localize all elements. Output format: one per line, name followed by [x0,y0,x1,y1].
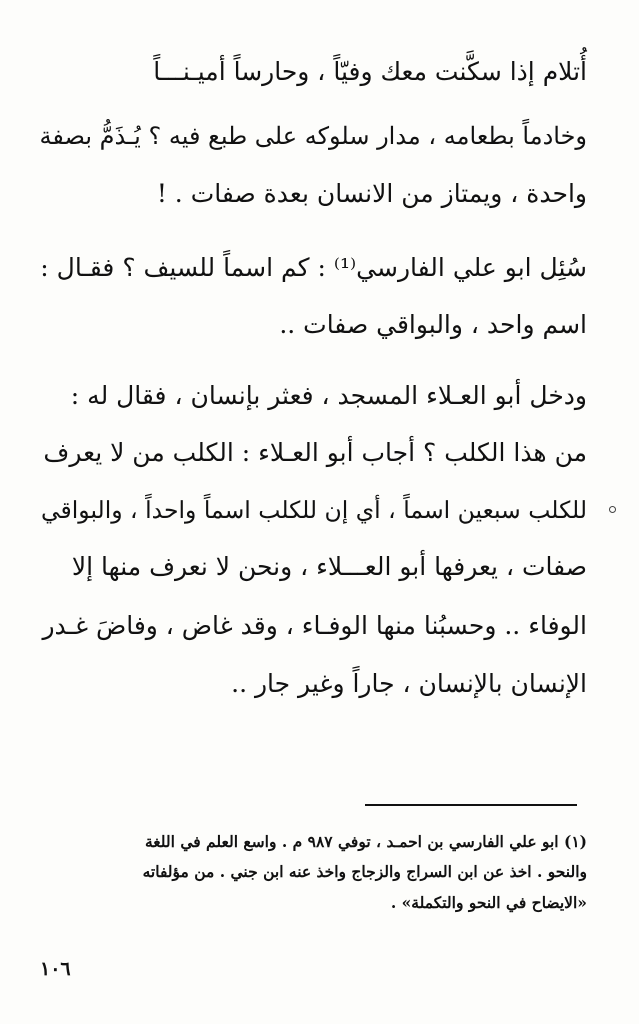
footnote-line-2: والنحو . اخذ عن ابن السراج والزجاج واخذ عنه ابن جني . من مؤلفاته [142,862,587,881]
paragraph-3-line-4: صفات ، يعرفها أبو العـــلاء ، ونحن لا نعرف منها إلا [71,552,587,581]
paragraph-3-line-3: للكلب سبعين اسماً ، أي إن للكلب اسماً واحداً ، والبواقي [40,496,587,524]
paragraph-3-line-6: الإنسان بالإنسان ، جاراً وغير جار .. [231,669,587,698]
footnote-separator [365,804,577,806]
paragraph-3-line-1: ودخل أبو العـلاء المسجد ، فعثر بإنسان ، فقال له : [70,381,587,410]
paragraph-1-line-3: واحدة ، ويمتاز من الانسان بعدة صفات . ! [156,179,587,208]
paragraph-1-line-1: أُتلام إذا سكَّنت معك وفيّاً ، وحارساً أميـنـــاً [153,57,587,86]
footnote-line-1: (١) ابو علي الفارسي بن احمـد ، توفي ٩٨٧ م . واسع العلم في اللغة [144,832,587,851]
footnote-line-3: «الايضاح في النحو والتكملة» . [390,893,587,912]
paragraph-2-line-1: سُئِل ابو علي الفارسي⁽¹⁾ : كم اسماً للسيف ؟ فقـال : [40,253,587,282]
margin-speck [609,506,616,513]
paragraph-3-line-5: الوفاء .. وحسبُنا منها الوفـاء ، وقد غاض ، وفاضَ غـدر [42,611,587,640]
paragraph-1-line-2: وخادماً بطعامه ، مدار سلوكه على طبع فيه ؟ يُـذَمُّ بصفة [39,122,587,150]
paragraph-2-line-2: اسم واحد ، والبواقي صفات .. [279,310,587,339]
paragraph-3-line-2: من هذا الكلب ؟ أجاب أبو العـلاء : الكلب من لا يعرف [43,438,587,467]
page-number: ١٠٦ [40,958,71,980]
